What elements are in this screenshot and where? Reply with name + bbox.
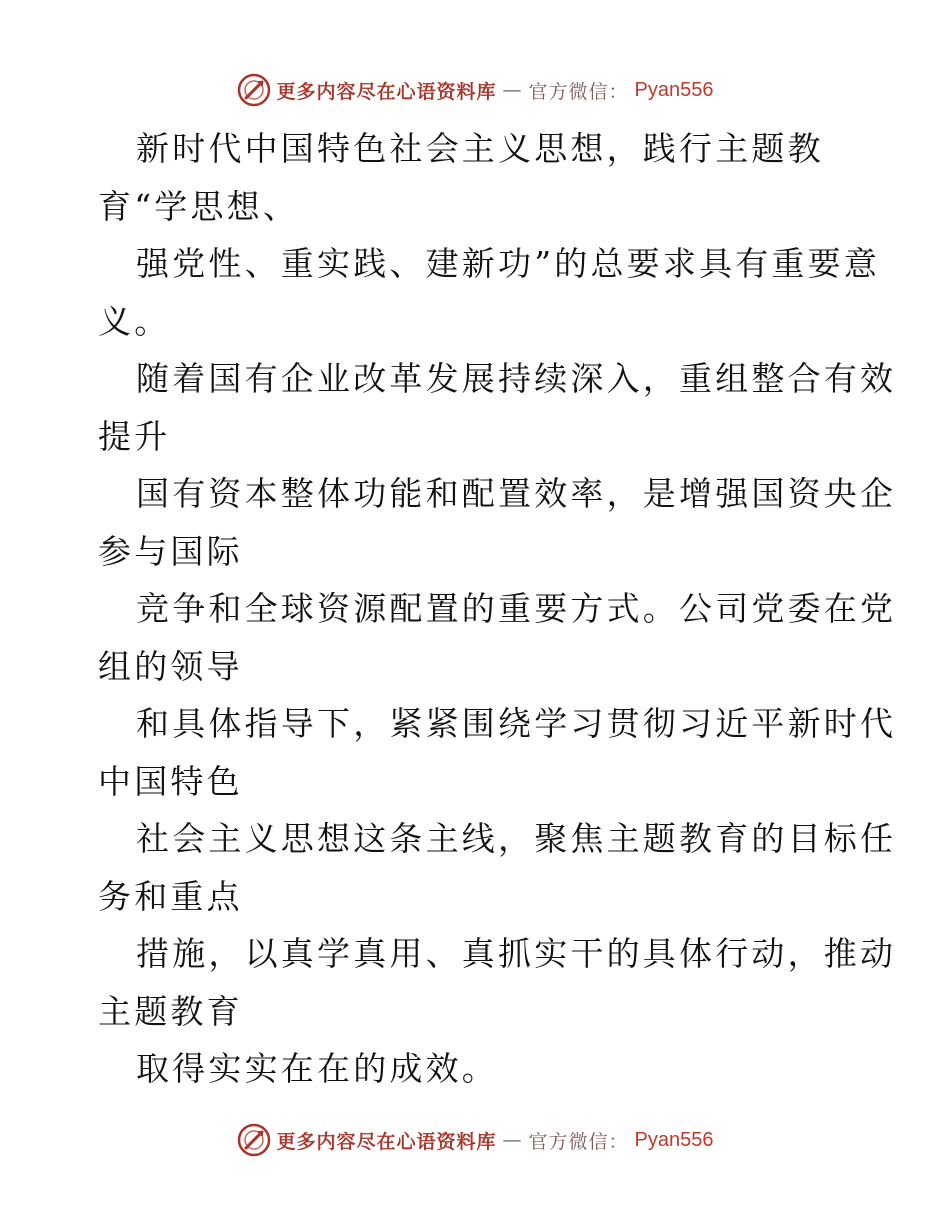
text-line: 措施，以真学真用、真抓实干的具体行动，推动	[136, 934, 897, 973]
text-line: 参与国际	[98, 531, 243, 571]
text-line: 强党性、重实践、建新功”的总要求具有重要意	[136, 244, 881, 283]
watermark-dash: —	[502, 1129, 523, 1151]
watermark-dash: —	[502, 79, 523, 101]
text-line: 中国特色	[98, 761, 243, 801]
watermark-wechat-id: Pyan556	[634, 78, 714, 101]
text-line: 新时代中国特色社会主义思想，践行主题教	[136, 129, 824, 168]
text-line: 组的领导	[98, 646, 243, 686]
text-line: 务和重点	[98, 876, 243, 916]
document-body	[98, 120, 897, 1098]
text-line: 和具体指导下，紧紧围绕学习贯彻习近平新时代	[136, 704, 897, 743]
watermark-brand: 更多内容尽在心语资料库	[276, 1130, 497, 1153]
text-line: 提升	[98, 416, 171, 456]
text-line: 竞争和全球资源配置的重要方式。公司党委在党	[136, 589, 897, 628]
watermark-official: 官方微信：	[528, 80, 629, 103]
text-line: 义。	[98, 301, 171, 341]
footer-watermark	[0, 1120, 950, 1160]
text-line: 国有资本整体功能和配置效率，是增强国资央企	[136, 474, 897, 513]
watermark-brand: 更多内容尽在心语资料库	[276, 80, 497, 103]
text-line: 育“学思想、	[98, 186, 300, 226]
text-line: 社会主义思想这条主线，聚焦主题教育的目标任	[136, 819, 897, 858]
watermark-official: 官方微信：	[528, 1130, 629, 1153]
logo-icon	[237, 1123, 271, 1157]
header-watermark	[0, 70, 950, 110]
watermark-wechat-id: Pyan556	[634, 1128, 714, 1151]
text-line: 取得实实在在的成效。	[136, 1049, 498, 1088]
logo-icon	[237, 73, 271, 107]
text-line: 随着国有企业改革发展持续深入，重组整合有效	[136, 359, 897, 398]
text-line: 主题教育	[98, 991, 243, 1031]
